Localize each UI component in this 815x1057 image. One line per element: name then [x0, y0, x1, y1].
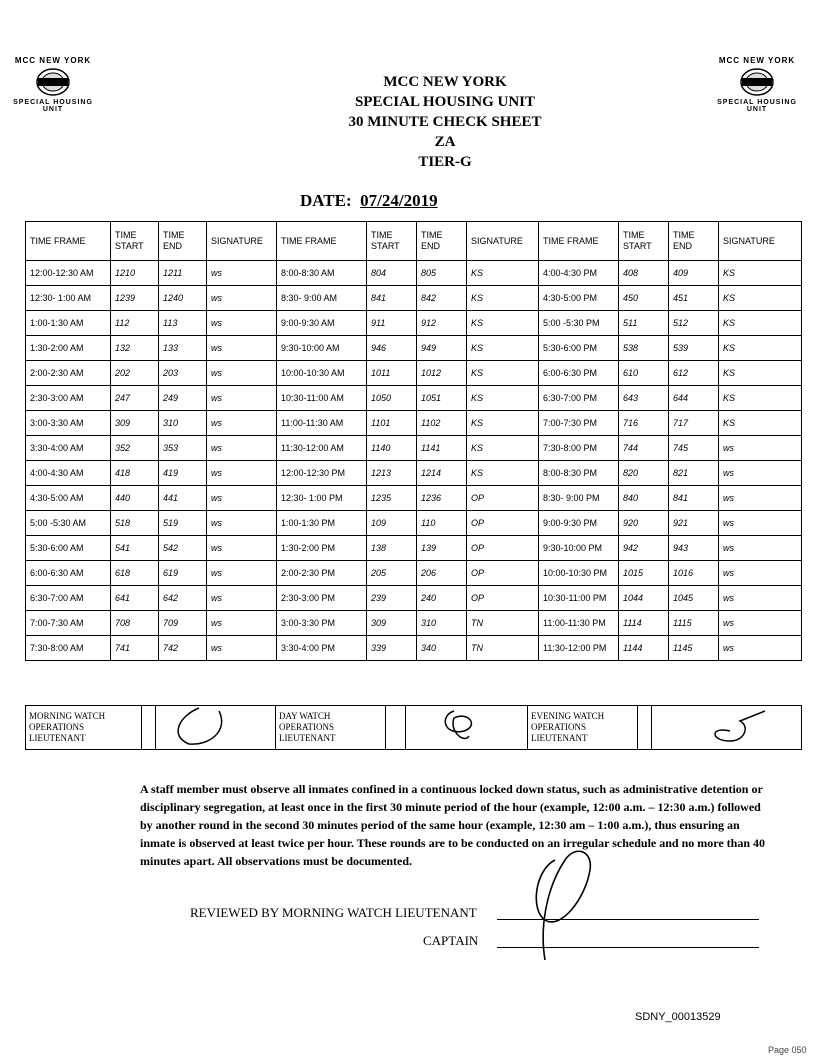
- time-frame-cell: 5:00 -5:30 AM: [26, 511, 111, 536]
- signature-cell: KS: [467, 311, 539, 336]
- signature-cell: KS: [467, 461, 539, 486]
- col-signature: SIGNATURE: [467, 222, 539, 261]
- time-frame-cell: 2:00-2:30 AM: [26, 361, 111, 386]
- signature-cell: ws: [719, 461, 802, 486]
- table-row: [26, 511, 802, 536]
- signature-cell: OP: [467, 586, 539, 611]
- table-row: [26, 286, 802, 311]
- spacer-cell: [142, 706, 156, 750]
- time-frame-cell: 6:30-7:00 AM: [26, 586, 111, 611]
- time-end-cell: 1211: [159, 261, 207, 286]
- time-end-cell: 542: [159, 536, 207, 561]
- check-table: [25, 221, 802, 661]
- col-time-frame: TIME FRAME: [26, 222, 111, 261]
- signature-cell: ws: [719, 511, 802, 536]
- time-end-cell: 1236: [417, 486, 467, 511]
- spacer-cell: [386, 706, 406, 750]
- signature-cell: KS: [467, 261, 539, 286]
- col-time-start: TIME START: [111, 222, 159, 261]
- time-start-cell: 1015: [619, 561, 669, 586]
- time-start-cell: 239: [367, 586, 417, 611]
- time-start-cell: 1235: [367, 486, 417, 511]
- time-frame-cell: 10:30-11:00 PM: [539, 586, 619, 611]
- time-end-cell: 139: [417, 536, 467, 561]
- time-start-cell: 112: [111, 311, 159, 336]
- time-end-cell: 1141: [417, 436, 467, 461]
- logo-bottom-text: SPECIAL HOUSING UNIT: [13, 99, 93, 113]
- table-row: [26, 561, 802, 586]
- signature-cell: ws: [719, 611, 802, 636]
- signature-scribble-icon: [409, 706, 519, 746]
- time-end-cell: 512: [669, 311, 719, 336]
- table-row: [26, 486, 802, 511]
- time-start-cell: 440: [111, 486, 159, 511]
- time-start-cell: 511: [619, 311, 669, 336]
- time-end-cell: 805: [417, 261, 467, 286]
- signature-cell: ws: [207, 511, 277, 536]
- col-signature: SIGNATURE: [207, 222, 277, 261]
- signature-scribble-icon: [655, 706, 795, 746]
- time-start-cell: 202: [111, 361, 159, 386]
- time-end-cell: 409: [669, 261, 719, 286]
- time-start-cell: 339: [367, 636, 417, 661]
- signature-cell: ws: [719, 436, 802, 461]
- time-start-cell: 643: [619, 386, 669, 411]
- signature-cell: OP: [467, 536, 539, 561]
- shu-logo-right: [712, 56, 802, 113]
- time-start-cell: 1050: [367, 386, 417, 411]
- signature-cell: TN: [467, 611, 539, 636]
- table-row: [26, 461, 802, 486]
- morning-review-label: REVIEWED BY MORNING WATCH LIEUTENANT: [190, 905, 477, 920]
- time-frame-cell: 12:30- 1:00 PM: [277, 486, 367, 511]
- time-start-cell: 744: [619, 436, 669, 461]
- time-start-cell: 1239: [111, 286, 159, 311]
- time-end-cell: 419: [159, 461, 207, 486]
- col-time-end: TIME END: [417, 222, 467, 261]
- morning-lieutenant-label: MORNING WATCH OPERATIONS LIEUTENANT: [26, 706, 142, 750]
- time-start-cell: 538: [619, 336, 669, 361]
- signature-cell: ws: [207, 561, 277, 586]
- table-row: [26, 386, 802, 411]
- signature-cell: KS: [467, 436, 539, 461]
- time-frame-cell: 8:00-8:30 PM: [539, 461, 619, 486]
- signature-cell: KS: [719, 361, 802, 386]
- signature-cell: ws: [719, 486, 802, 511]
- signature-cell: ws: [719, 561, 802, 586]
- time-start-cell: 804: [367, 261, 417, 286]
- signature-cell: KS: [719, 411, 802, 436]
- col-signature: SIGNATURE: [719, 222, 802, 261]
- signature-cell: ws: [207, 386, 277, 411]
- time-end-cell: 1045: [669, 586, 719, 611]
- time-frame-cell: 6:00-6:30 PM: [539, 361, 619, 386]
- day-lieutenant-label: DAY WATCH OPERATIONS LIEUTENANT: [276, 706, 386, 750]
- signature-cell: ws: [719, 536, 802, 561]
- time-start-cell: 309: [111, 411, 159, 436]
- table-row: [26, 536, 802, 561]
- time-start-cell: 408: [619, 261, 669, 286]
- signature-cell: ws: [207, 311, 277, 336]
- time-frame-cell: 11:30-12:00 AM: [277, 436, 367, 461]
- time-start-cell: 840: [619, 486, 669, 511]
- signature-cell: OP: [467, 561, 539, 586]
- shu-seal-icon: [739, 67, 775, 97]
- signature-cell: ws: [719, 586, 802, 611]
- table-header-row: [26, 222, 802, 261]
- reviewer-signature-icon: [515, 840, 615, 970]
- time-end-cell: 1012: [417, 361, 467, 386]
- time-start-cell: 708: [111, 611, 159, 636]
- time-frame-cell: 2:30-3:00 PM: [277, 586, 367, 611]
- time-frame-cell: 5:00 -5:30 PM: [539, 311, 619, 336]
- time-end-cell: 612: [669, 361, 719, 386]
- time-end-cell: 841: [669, 486, 719, 511]
- bates-number: SDNY_00013529: [635, 1011, 721, 1023]
- signature-cell: TN: [467, 636, 539, 661]
- time-end-cell: 240: [417, 586, 467, 611]
- signature-cell: KS: [719, 311, 802, 336]
- time-frame-cell: 4:30-5:00 AM: [26, 486, 111, 511]
- signature-cell: ws: [207, 486, 277, 511]
- table-row: [26, 411, 802, 436]
- time-end-cell: 921: [669, 511, 719, 536]
- day-lieutenant-signature: [406, 706, 528, 750]
- time-end-cell: 1240: [159, 286, 207, 311]
- time-end-cell: 1051: [417, 386, 467, 411]
- time-frame-cell: 6:00-6:30 AM: [26, 561, 111, 586]
- signature-cell: OP: [467, 511, 539, 536]
- time-frame-cell: 6:30-7:00 PM: [539, 386, 619, 411]
- signature-cell: ws: [207, 286, 277, 311]
- signature-cell: KS: [719, 386, 802, 411]
- signature-cell: KS: [467, 286, 539, 311]
- col-time-frame: TIME FRAME: [277, 222, 367, 261]
- title-line: TIER-G: [418, 154, 472, 170]
- table-row: [26, 436, 802, 461]
- time-frame-cell: 9:00-9:30 PM: [539, 511, 619, 536]
- title-line: 30 MINUTE CHECK SHEET: [348, 114, 542, 130]
- time-end-cell: 821: [669, 461, 719, 486]
- time-end-cell: 310: [159, 411, 207, 436]
- time-frame-cell: 1:30-2:00 AM: [26, 336, 111, 361]
- time-end-cell: 1016: [669, 561, 719, 586]
- time-end-cell: 912: [417, 311, 467, 336]
- time-end-cell: 441: [159, 486, 207, 511]
- time-frame-cell: 12:00-12:30 AM: [26, 261, 111, 286]
- time-start-cell: 946: [367, 336, 417, 361]
- signature-cell: OP: [467, 486, 539, 511]
- time-end-cell: 206: [417, 561, 467, 586]
- lieutenant-table: [25, 705, 802, 750]
- table-row: [26, 636, 802, 661]
- col-time-start: TIME START: [367, 222, 417, 261]
- date-value: 07/24/2019: [360, 191, 438, 210]
- time-end-cell: 519: [159, 511, 207, 536]
- time-end-cell: 745: [669, 436, 719, 461]
- time-start-cell: 109: [367, 511, 417, 536]
- morning-lieutenant-signature: [156, 706, 276, 750]
- signature-cell: KS: [719, 336, 802, 361]
- time-start-cell: 541: [111, 536, 159, 561]
- time-start-cell: 920: [619, 511, 669, 536]
- spacer-cell: [638, 706, 652, 750]
- time-start-cell: 641: [111, 586, 159, 611]
- time-end-cell: 1115: [669, 611, 719, 636]
- date-label: DATE:: [300, 191, 352, 210]
- time-end-cell: 353: [159, 436, 207, 461]
- time-frame-cell: 8:00-8:30 AM: [277, 261, 367, 286]
- table-row: [26, 586, 802, 611]
- shu-logo-left: [8, 56, 98, 113]
- signature-cell: ws: [207, 586, 277, 611]
- time-frame-cell: 7:30-8:00 AM: [26, 636, 111, 661]
- signature-cell: ws: [207, 361, 277, 386]
- time-start-cell: 205: [367, 561, 417, 586]
- time-frame-cell: 3:30-4:00 PM: [277, 636, 367, 661]
- title-line: ZA: [434, 134, 456, 150]
- signature-cell: KS: [719, 286, 802, 311]
- time-start-cell: 841: [367, 286, 417, 311]
- time-end-cell: 1145: [669, 636, 719, 661]
- time-end-cell: 310: [417, 611, 467, 636]
- time-end-cell: 113: [159, 311, 207, 336]
- time-frame-cell: 12:00-12:30 PM: [277, 461, 367, 486]
- signature-cell: KS: [467, 361, 539, 386]
- table-row: [26, 361, 802, 386]
- signature-cell: KS: [719, 261, 802, 286]
- signature-cell: ws: [207, 261, 277, 286]
- time-start-cell: 618: [111, 561, 159, 586]
- time-start-cell: 309: [367, 611, 417, 636]
- time-start-cell: 247: [111, 386, 159, 411]
- time-end-cell: 742: [159, 636, 207, 661]
- time-start-cell: 1101: [367, 411, 417, 436]
- logo-bottom-text: SPECIAL HOUSING UNIT: [717, 99, 797, 113]
- time-frame-cell: 10:00-10:30 PM: [539, 561, 619, 586]
- time-frame-cell: 10:00-10:30 AM: [277, 361, 367, 386]
- time-start-cell: 418: [111, 461, 159, 486]
- time-end-cell: 842: [417, 286, 467, 311]
- time-end-cell: 949: [417, 336, 467, 361]
- time-frame-cell: 3:30-4:00 AM: [26, 436, 111, 461]
- time-frame-cell: 8:30- 9:00 AM: [277, 286, 367, 311]
- time-start-cell: 138: [367, 536, 417, 561]
- table-row: [26, 336, 802, 361]
- time-end-cell: 709: [159, 611, 207, 636]
- time-start-cell: 1011: [367, 361, 417, 386]
- evening-lieutenant-label: EVENING WATCH OPERATIONS LIEUTENANT: [528, 706, 638, 750]
- col-time-end: TIME END: [669, 222, 719, 261]
- time-start-cell: 1210: [111, 261, 159, 286]
- sheet-title: [250, 72, 640, 172]
- table-row: [26, 611, 802, 636]
- time-start-cell: 352: [111, 436, 159, 461]
- shu-seal-icon: [35, 67, 71, 97]
- time-end-cell: 110: [417, 511, 467, 536]
- time-start-cell: 1114: [619, 611, 669, 636]
- signature-cell: ws: [207, 336, 277, 361]
- time-frame-cell: 1:00-1:30 PM: [277, 511, 367, 536]
- time-start-cell: 132: [111, 336, 159, 361]
- time-start-cell: 1140: [367, 436, 417, 461]
- signature-cell: ws: [719, 636, 802, 661]
- table-row: [26, 261, 802, 286]
- time-frame-cell: 5:30-6:00 AM: [26, 536, 111, 561]
- page-number: Page 050: [768, 1045, 807, 1055]
- time-frame-cell: 2:30-3:00 AM: [26, 386, 111, 411]
- time-start-cell: 518: [111, 511, 159, 536]
- time-frame-cell: 8:30- 9:00 PM: [539, 486, 619, 511]
- title-line: SPECIAL HOUSING UNIT: [354, 94, 536, 110]
- time-frame-cell: 10:30-11:00 AM: [277, 386, 367, 411]
- time-frame-cell: 11:00-11:30 AM: [277, 411, 367, 436]
- time-frame-cell: 1:00-1:30 AM: [26, 311, 111, 336]
- captain-label: CAPTAIN: [423, 933, 479, 948]
- table-row: [26, 311, 802, 336]
- signature-cell: ws: [207, 411, 277, 436]
- time-end-cell: 203: [159, 361, 207, 386]
- time-end-cell: 340: [417, 636, 467, 661]
- time-end-cell: 619: [159, 561, 207, 586]
- time-frame-cell: 11:00-11:30 PM: [539, 611, 619, 636]
- title-line: MCC NEW YORK: [383, 74, 507, 90]
- observation-notice: A staff member must observe all inmates confined in a continuous locked down status, such as administrative detention or disciplinary segregation, at least once in the first 30 minute period of the hour (example, 12:00 a.m. – 12:30 a.m.) followed by another round in the second 30 minutes period of the same hour (example, 12:30 am – 1:00 a.m.), thus ensuring an inmate is observed at least twice per hour. These rounds are to be conducted on an irregular schedule and no more than 40 minutes apart. All observations must be documented.: [140, 782, 766, 868]
- signature-cell: ws: [207, 611, 277, 636]
- logo-top-text: MCC NEW YORK: [14, 56, 92, 65]
- signature-cell: ws: [207, 436, 277, 461]
- col-time-end: TIME END: [159, 222, 207, 261]
- evening-lieutenant-signature: [652, 706, 802, 750]
- time-end-cell: 451: [669, 286, 719, 311]
- signature-cell: KS: [467, 411, 539, 436]
- time-end-cell: 539: [669, 336, 719, 361]
- time-end-cell: 644: [669, 386, 719, 411]
- time-start-cell: 450: [619, 286, 669, 311]
- time-frame-cell: 3:00-3:30 AM: [26, 411, 111, 436]
- time-frame-cell: 2:00-2:30 PM: [277, 561, 367, 586]
- col-time-frame: TIME FRAME: [539, 222, 619, 261]
- time-end-cell: 943: [669, 536, 719, 561]
- time-frame-cell: 7:00-7:30 PM: [539, 411, 619, 436]
- time-end-cell: 249: [159, 386, 207, 411]
- time-frame-cell: 7:30-8:00 PM: [539, 436, 619, 461]
- time-start-cell: 1144: [619, 636, 669, 661]
- time-start-cell: 716: [619, 411, 669, 436]
- time-start-cell: 610: [619, 361, 669, 386]
- signature-cell: ws: [207, 461, 277, 486]
- time-end-cell: 642: [159, 586, 207, 611]
- time-frame-cell: 4:00-4:30 PM: [539, 261, 619, 286]
- time-frame-cell: 1:30-2:00 PM: [277, 536, 367, 561]
- signature-cell: KS: [467, 386, 539, 411]
- time-frame-cell: 4:00-4:30 AM: [26, 461, 111, 486]
- signature-cell: ws: [207, 536, 277, 561]
- time-end-cell: 1214: [417, 461, 467, 486]
- time-end-cell: 1102: [417, 411, 467, 436]
- time-frame-cell: 5:30-6:00 PM: [539, 336, 619, 361]
- time-start-cell: 820: [619, 461, 669, 486]
- time-start-cell: 942: [619, 536, 669, 561]
- time-start-cell: 1213: [367, 461, 417, 486]
- time-frame-cell: 3:00-3:30 PM: [277, 611, 367, 636]
- time-frame-cell: 4:30-5:00 PM: [539, 286, 619, 311]
- time-frame-cell: 9:00-9:30 AM: [277, 311, 367, 336]
- signature-cell: ws: [207, 636, 277, 661]
- time-end-cell: 133: [159, 336, 207, 361]
- time-frame-cell: 7:00-7:30 AM: [26, 611, 111, 636]
- time-start-cell: 1044: [619, 586, 669, 611]
- logo-top-text: MCC NEW YORK: [718, 56, 796, 65]
- date-line: [300, 191, 438, 211]
- time-frame-cell: 12:30- 1:00 AM: [26, 286, 111, 311]
- col-time-start: TIME START: [619, 222, 669, 261]
- time-frame-cell: 9:30-10:00 AM: [277, 336, 367, 361]
- time-start-cell: 911: [367, 311, 417, 336]
- signature-scribble-icon: [159, 706, 269, 746]
- time-start-cell: 741: [111, 636, 159, 661]
- signature-cell: KS: [467, 336, 539, 361]
- time-end-cell: 717: [669, 411, 719, 436]
- time-frame-cell: 11:30-12:00 PM: [539, 636, 619, 661]
- time-frame-cell: 9:30-10:00 PM: [539, 536, 619, 561]
